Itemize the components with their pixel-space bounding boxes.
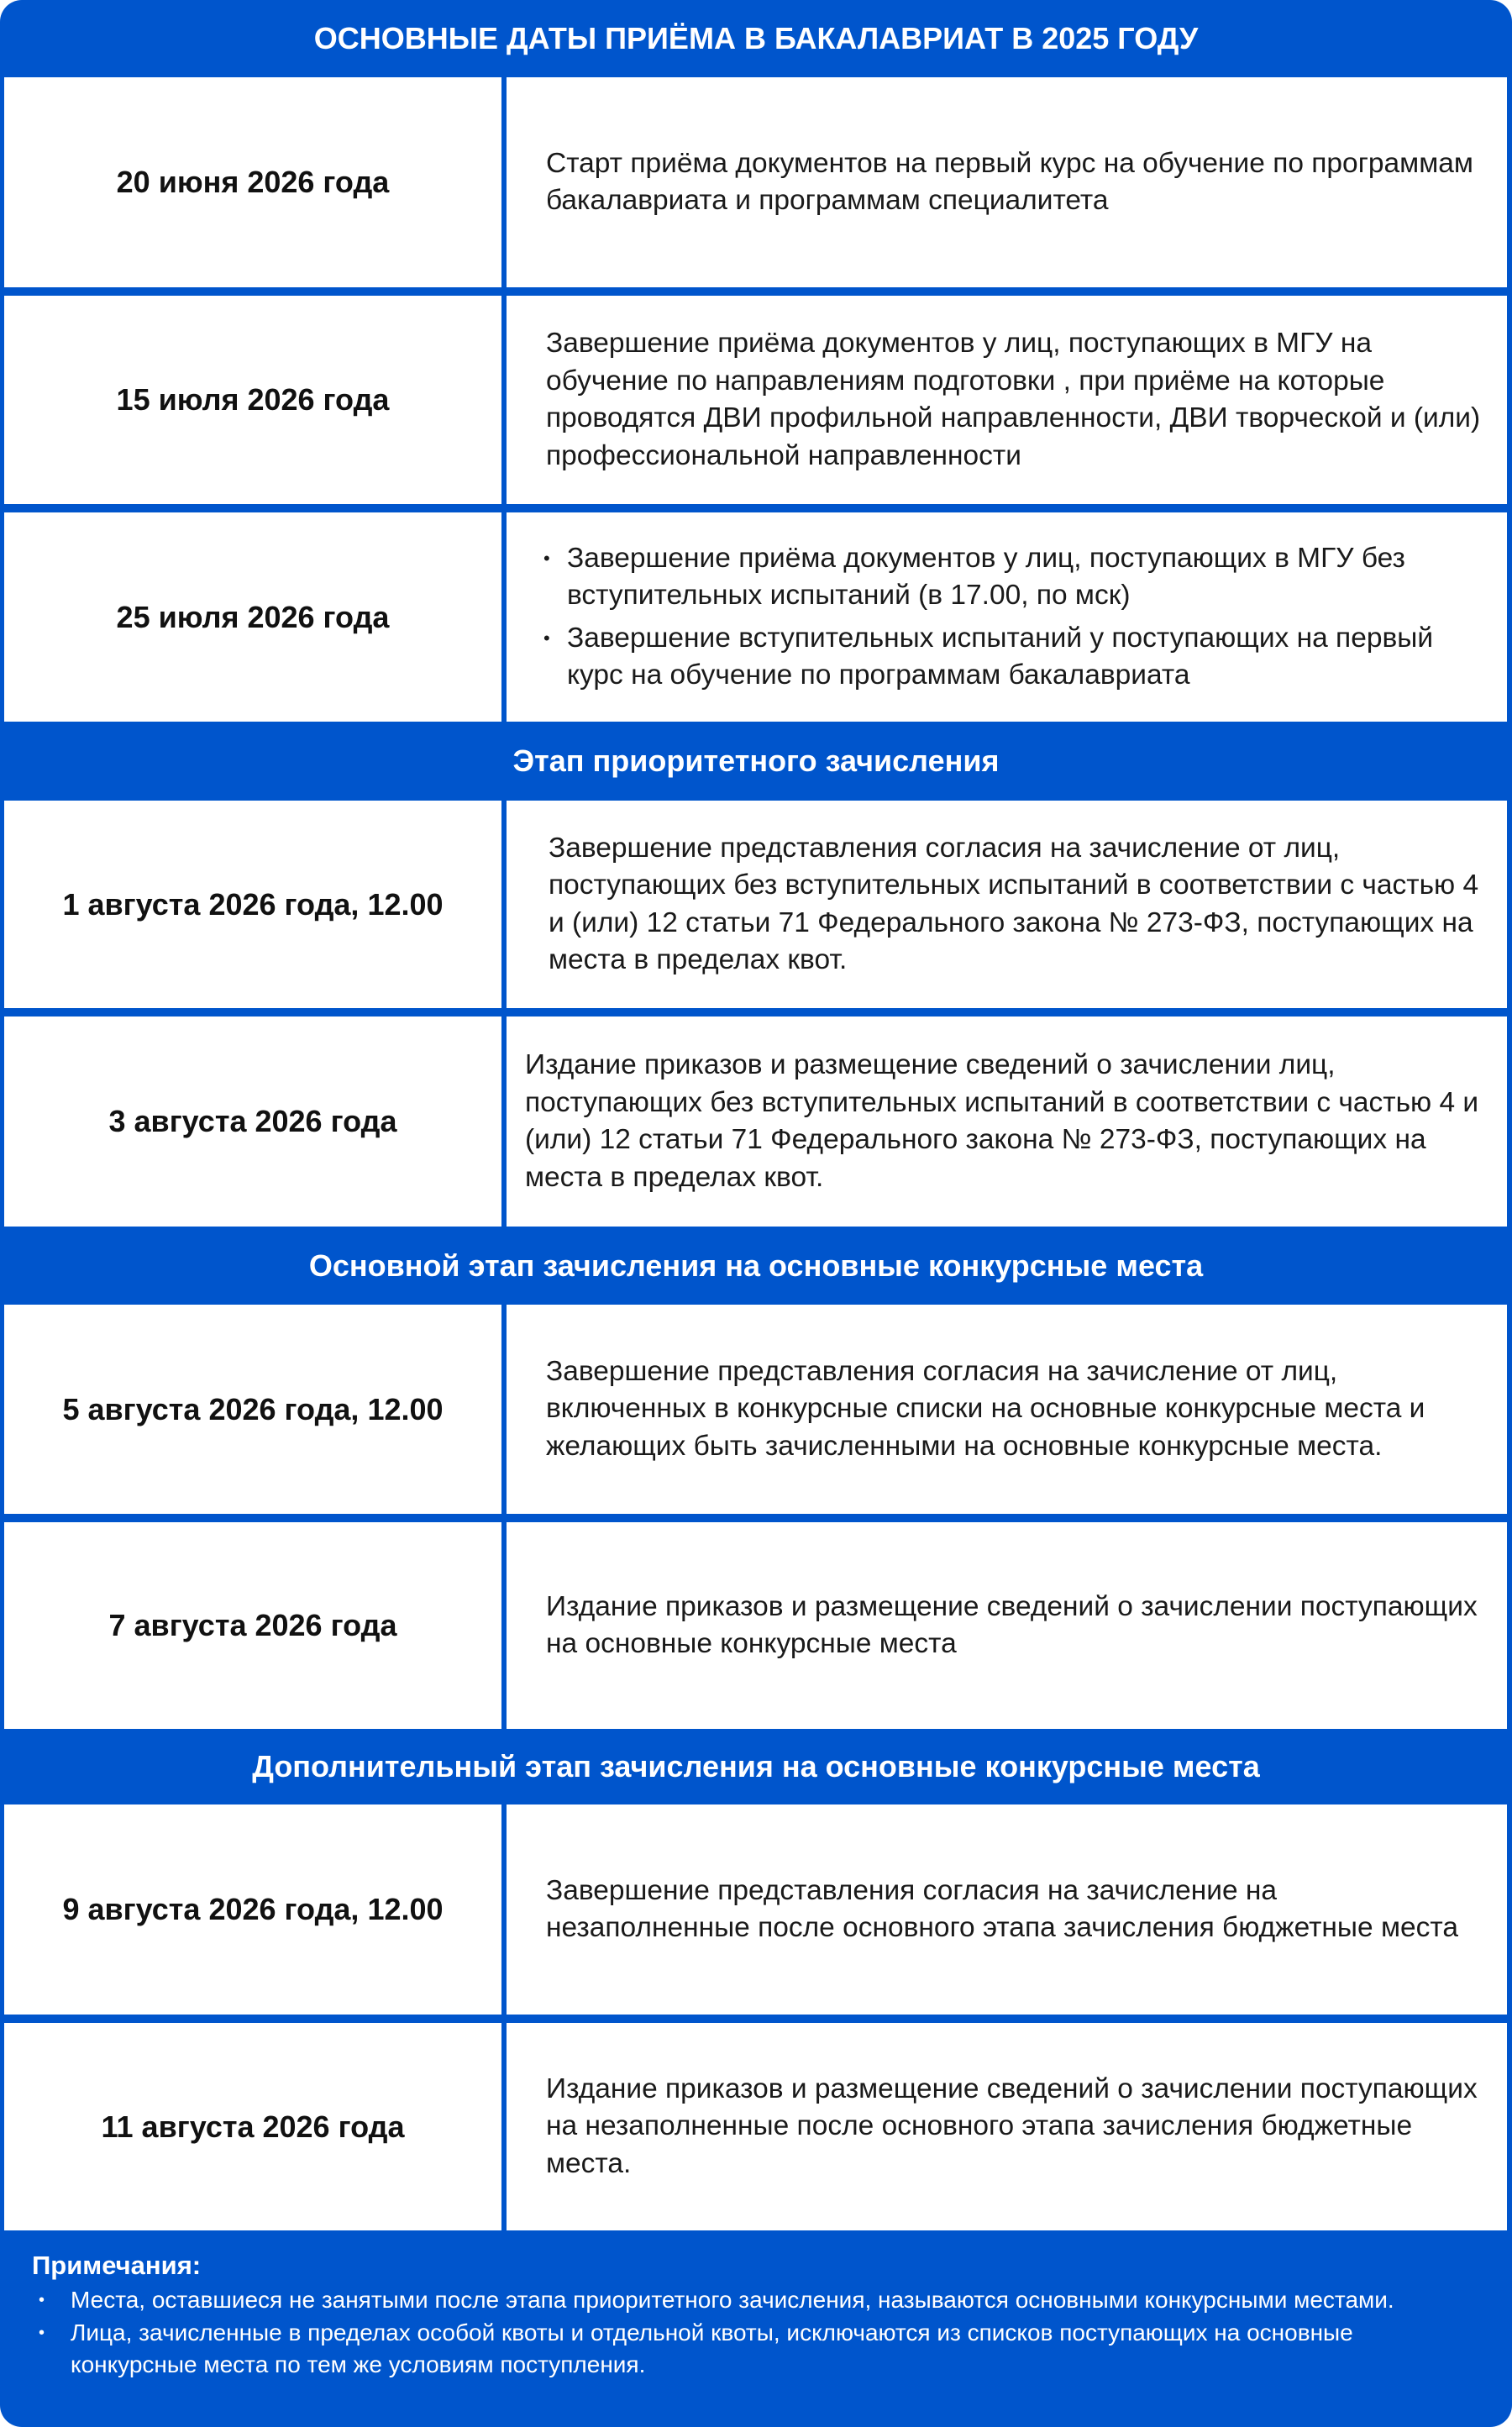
date-cell <box>4 296 501 504</box>
bullet-item <box>543 540 1482 615</box>
description-text: Завершение представления согласия на зачисление от лиц, поступающих без вступительных испытаний в соответствии с частью 4 и (или) 12 статьи 71 Федерального закона № 273-ФЗ, поступающих на места в пределах квот. <box>549 832 1479 975</box>
description-text: Издание приказов и размещение сведений о зачислении лиц, поступающих без вступительных испытаний в соответствии с частью 4 и (или) 12 статьи 71 Федерального закона № 273-ФЗ, поступающих на места в пределах квот. <box>525 1049 1479 1193</box>
bullet-text: Завершение приёма документов у лиц, поступающих в МГУ без вступительных испытаний (в 17.00, по мск) <box>567 542 1405 611</box>
description-cell <box>507 77 1507 287</box>
section-header <box>0 1729 1512 1804</box>
table-title-text: ОСНОВНЫЕ ДАТЫ ПРИЁМА В БАКАЛАВРИАТ В 2025 ГОДУ <box>313 21 1199 55</box>
section-header <box>0 722 1512 801</box>
bullet-item <box>543 620 1482 695</box>
bullet-text: Завершение вступительных испытаний у поступающих на первый курс на обучение по программам бакалавриата <box>567 622 1434 691</box>
description-text: Завершение представления согласия на зачисление на незаполненные после основного этапа зачисления бюджетные места <box>546 1874 1458 1943</box>
date-text: 1 августа 2026 года, 12.00 <box>62 886 444 922</box>
description-cell <box>507 1804 1507 2015</box>
section-title: Этап приоритетного зачисления <box>512 743 1000 778</box>
description-cell <box>507 512 1507 722</box>
date-text: 11 августа 2026 года <box>101 2109 405 2144</box>
bullet-icon: • <box>543 627 550 649</box>
date-cell <box>4 512 501 722</box>
description-cell <box>507 2023 1507 2230</box>
description-cell <box>507 1017 1507 1227</box>
description-cell <box>507 801 1507 1008</box>
date-text: 3 августа 2026 года <box>108 1104 397 1138</box>
date-cell <box>4 1305 501 1514</box>
notes-title: Примечания: <box>32 2251 202 2280</box>
table-title <box>0 0 1512 77</box>
date-text: 25 июля 2026 года <box>116 599 390 634</box>
date-cell <box>4 77 501 287</box>
date-cell <box>4 1522 501 1729</box>
note-text: Лица, зачисленные в пределах особой квоты и отдельной квоты, исключаются из списков поступающих на основные конкурсные места по тем же условиям поступления. <box>71 2319 1353 2377</box>
description-text: Завершение представления согласия на зачисление от лиц, включенных в конкурсные списки на основные конкурсные места и желающих быть зачисленными на основные конкурсные места. <box>546 1355 1425 1462</box>
date-text: 9 августа 2026 года, 12.00 <box>62 1892 444 1926</box>
description-cell <box>507 1305 1507 1514</box>
description-text: Издание приказов и размещение сведений о зачислении поступающих на незаполненные после основного этапа зачисления бюджетные места. <box>546 2072 1478 2179</box>
description-text: Старт приёма документов на первый курс на обучение по программам бакалавриата и программам специалитета <box>546 147 1473 216</box>
date-text: 5 августа 2026 года, 12.00 <box>62 1391 444 1426</box>
description-bullet-list <box>543 540 1482 695</box>
bullet-icon: • <box>39 2323 45 2342</box>
section-title: Дополнительный этап зачисления на основные конкурсные места <box>252 1749 1260 1783</box>
notes-list <box>32 2284 1478 2382</box>
description-cell <box>507 296 1507 504</box>
notes-panel <box>0 2230 1512 2427</box>
description-text: Завершение приёма документов у лиц, поступающих в МГУ на обучение по направлениям подготовки , при приёме на которые проводятся ДВИ профильной направленности, ДВИ творческой и (или) профессиональной направленности <box>546 328 1481 471</box>
note-text: Места, оставшиеся не занятыми после этапа приоритетного зачисления, называются основными конкурсными местами. <box>71 2287 1394 2313</box>
note-item <box>32 2284 1478 2317</box>
note-item <box>32 2317 1478 2382</box>
bullet-icon: • <box>543 547 550 569</box>
bullet-icon: • <box>39 2291 45 2309</box>
description-cell <box>507 1522 1507 1729</box>
date-cell <box>4 1017 501 1227</box>
section-title: Основной этап зачисления на основные конкурсные места <box>308 1248 1204 1283</box>
description-text: Издание приказов и размещение сведений о зачислении поступающих на основные конкурсные места <box>546 1590 1478 1659</box>
date-cell <box>4 1804 501 2015</box>
date-text: 7 августа 2026 года <box>108 1608 397 1642</box>
date-cell <box>4 801 501 1008</box>
date-cell <box>4 2023 501 2230</box>
section-header <box>0 1227 1512 1305</box>
date-text: 20 июня 2026 года <box>116 165 390 199</box>
date-text: 15 июля 2026 года <box>116 382 390 417</box>
